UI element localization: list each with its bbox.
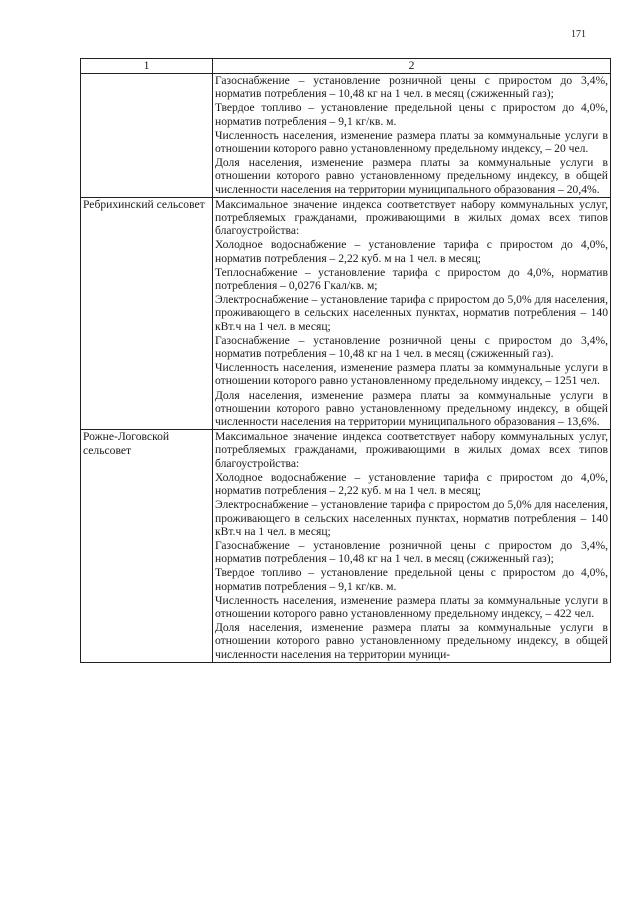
table-row — [81, 430, 611, 662]
description-cell — [213, 74, 611, 198]
paragraph: Теплоснабжение – установление тарифа с приростом до 4,0%, норматив потребления – 0,0276 Гкал/кв. м; — [215, 265, 608, 293]
paragraph: Максимальное значение индекса соответствует набору коммунальных услуг, потребляемых гражданами, проживающими в жилых домах всех типов благоустройства: — [215, 430, 608, 470]
municipal-utilities-table — [80, 58, 611, 663]
paragraph: Доля населения, изменение размера платы за коммунальные услуги в отношении которого равно установленному предельному индексу, в общей численности населения на территории муници- — [215, 621, 608, 661]
municipality-cell: Рожне-Логовской сельсовет — [81, 430, 213, 662]
paragraph: Доля населения, изменение размера платы за коммунальные услуги в отношении которого равно установленному предельному индексу, в общей численности населения на территории муниципального образования – 20,4%. — [215, 156, 608, 196]
paragraph: Газоснабжение – установление розничной цены с приростом до 3,4%, норматив потребления – 10,48 кг на 1 чел. в месяц (сжиженный газ); — [215, 74, 608, 101]
page-number: 171 — [571, 29, 586, 40]
description-cell — [213, 197, 611, 429]
municipality-cell — [81, 74, 213, 198]
paragraph: Газоснабжение – установление розничной цены с приростом до 3,4%, норматив потребления – 10,48 кг на 1 чел. в месяц (сжиженный газ). — [215, 333, 608, 361]
paragraph: Электроснабжение – установление тарифа с приростом до 5,0% для населения, проживающего в сельских населенных пунктах, норматив потребления – 140 кВт.ч на 1 чел. в месяц; — [215, 293, 608, 333]
description-cell — [213, 430, 611, 662]
table-row — [81, 74, 611, 198]
paragraph: Доля населения, изменение размера платы за коммунальные услуги в отношении которого равно установленному предельному индексу, в общей численности населения на территории муниципального образования – 13,6%. — [215, 388, 608, 429]
paragraph: Численность населения, изменение размера платы за коммунальные услуги в отношении которого равно установленному предельному индексу, – 20 чел. — [215, 128, 608, 156]
paragraph: Электроснабжение – установление тарифа с приростом до 5,0% для населения, проживающего в сельских населенных пунктах, норматив потребления – 140 кВт.ч на 1 чел. в месяц; — [215, 498, 608, 538]
column-header-1: 1 — [81, 59, 213, 74]
paragraph: Твердое топливо – установление предельной цены с приростом до 4,0%, норматив потребления – 9,1 кг/кв. м. — [215, 101, 608, 128]
paragraph: Твердое топливо – установление предельной цены с приростом до 4,0%, норматив потребления – 9,1 кг/кв. м. — [215, 566, 608, 593]
paragraph: Холодное водоснабжение – установление тарифа с приростом до 4,0%, норматив потребления – 2,22 куб. м на 1 чел. в месяц; — [215, 470, 608, 498]
paragraph: Газоснабжение – установление розничной цены с приростом до 3,4%, норматив потребления – 10,48 кг на 1 чел. в месяц (сжиженный газ); — [215, 538, 608, 566]
paragraph: Численность населения, изменение размера платы за коммунальные услуги в отношении которого равно установленному предельному индексу, – 1251 чел. — [215, 361, 608, 388]
table-header-row — [81, 59, 611, 74]
paragraph: Максимальное значение индекса соответствует набору коммунальных услуг, потребляемых гражданами, проживающими в жилых домах всех типов благоустройства: — [215, 197, 608, 238]
column-header-2: 2 — [213, 59, 611, 74]
paragraph: Холодное водоснабжение – установление тарифа с приростом до 4,0%, норматив потребления – 2,22 куб. м на 1 чел. в месяц; — [215, 238, 608, 265]
paragraph: Численность населения, изменение размера платы за коммунальные услуги в отношении которого равно установленному предельному индексу, – 422 чел. — [215, 593, 608, 620]
table-row — [81, 197, 611, 429]
municipality-cell: Ребрихинский сельсовет — [81, 197, 213, 429]
